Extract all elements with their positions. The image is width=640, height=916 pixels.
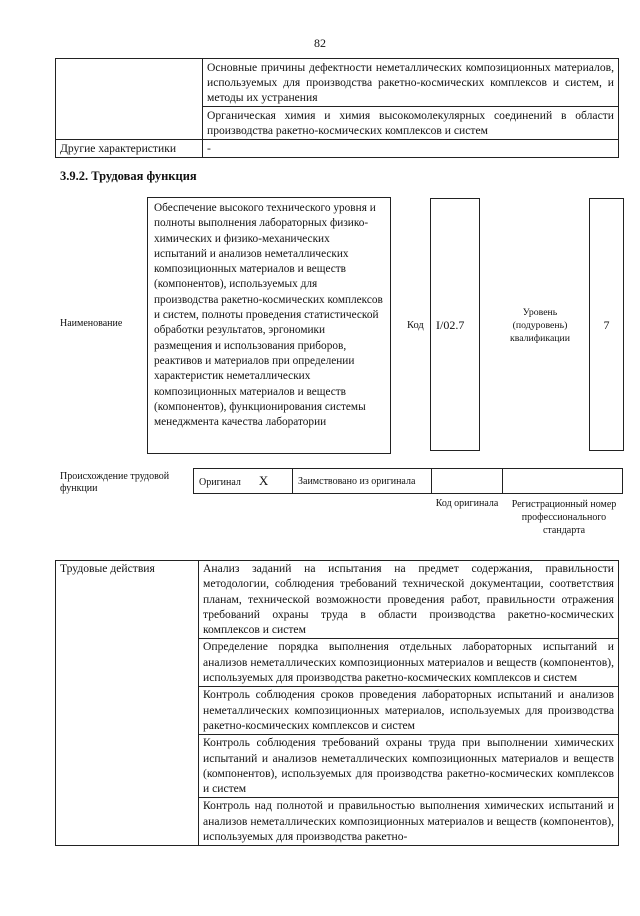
- origin-original-cell: [194, 469, 293, 494]
- reg-number-caption: Регистрационный номер профессионального стандарта: [511, 499, 617, 536]
- code-original-caption: Код оригинала: [435, 498, 499, 509]
- origin-code-cell: [432, 469, 503, 494]
- origin-reg-cell: [503, 469, 623, 494]
- origin-table: [193, 468, 623, 494]
- table-cell-text: Основные причины дефектности неметаллических композиционных материалов, используемых для производства ракетно-космических комплексов и систем, и методы их устранения: [203, 59, 619, 107]
- labor-actions-label: Трудовые действия: [56, 561, 199, 846]
- labor-actions-table: [55, 560, 619, 846]
- table-row: [56, 140, 619, 158]
- table-row: [56, 59, 619, 107]
- table-cell-label: Другие характеристики: [56, 140, 203, 158]
- origin-label: Происхождение трудовой функции: [60, 471, 170, 494]
- name-label: Наименование: [60, 318, 123, 329]
- section-heading: 3.9.2. Трудовая функция: [60, 169, 197, 183]
- labor-action-item: Контроль над полнотой и правильностью выполнения химических испытаний и анализов неметаллических композиционных материалов и веществ (компонентов), используемых для производства ракетно-: [199, 798, 619, 846]
- code-label: Код: [407, 320, 424, 331]
- table-cell-text: Органическая химия и химия высокомолекулярных соединений в области производства ракетно-космических комплексов и систем: [203, 107, 619, 140]
- table-cell-text: -: [203, 140, 619, 158]
- origin-borrowed-cell: Заимствовано из оригинала: [293, 469, 432, 494]
- function-name-box: Обеспечение высокого технического уровня и полноты выполнения лабораторных физико-химических и физико-механических испытаний и анализов неметаллических композиционных материалов и веществ (компонентов), используемых для производства ракетно-космических комплексов и систем, полноты проведения статистической обработки результатов, эргономики размещения и использования приборов, реактивов и материалов при определении характеристик неметаллических композиционных материалов и веществ (компонентов), функционирования системы менеджмента качества лаборатории: [147, 197, 391, 454]
- page-bottom-mask: [0, 846, 640, 916]
- origin-original-label: Оригинал: [199, 477, 241, 488]
- page-number: 82: [314, 36, 326, 50]
- labor-action-item: Анализ заданий на испытания на предмет содержания, правильности методологии, соблюдения требований технической документации, соответствия планам, технической возможности проведения работ, правильности отражения требований охраны труда в области производства ракетно-космических комплексов и систем: [199, 561, 619, 639]
- labor-action-item: Контроль соблюдения требований охраны труда при выполнении химических испытаний и анализов неметаллических композиционных материалов и веществ (компонентов), используемых для производства ракетно-космических комплексов и систем: [199, 735, 619, 798]
- labor-action-item: Определение порядка выполнения отдельных лабораторных испытаний и анализов неметаллических композиционных материалов и веществ (компонентов), используемых для производства ракетно-космических комплексов и систем: [199, 639, 619, 687]
- qualification-level-label: Уровень (подуровень) квалификации: [509, 307, 571, 344]
- qualification-level-value: 7: [603, 318, 610, 332]
- code-value: I/02.7: [436, 318, 465, 332]
- origin-mark: X: [258, 473, 269, 488]
- table-row: [194, 469, 623, 494]
- knowledge-table: [55, 58, 619, 158]
- table-cell-label: [56, 59, 203, 140]
- table-row: [56, 561, 619, 639]
- labor-action-item: Контроль соблюдения сроков проведения лабораторных испытаний и анализов неметаллических композиционных материалов, используемых для производства ракетно-космических комплексов и систем: [199, 687, 619, 735]
